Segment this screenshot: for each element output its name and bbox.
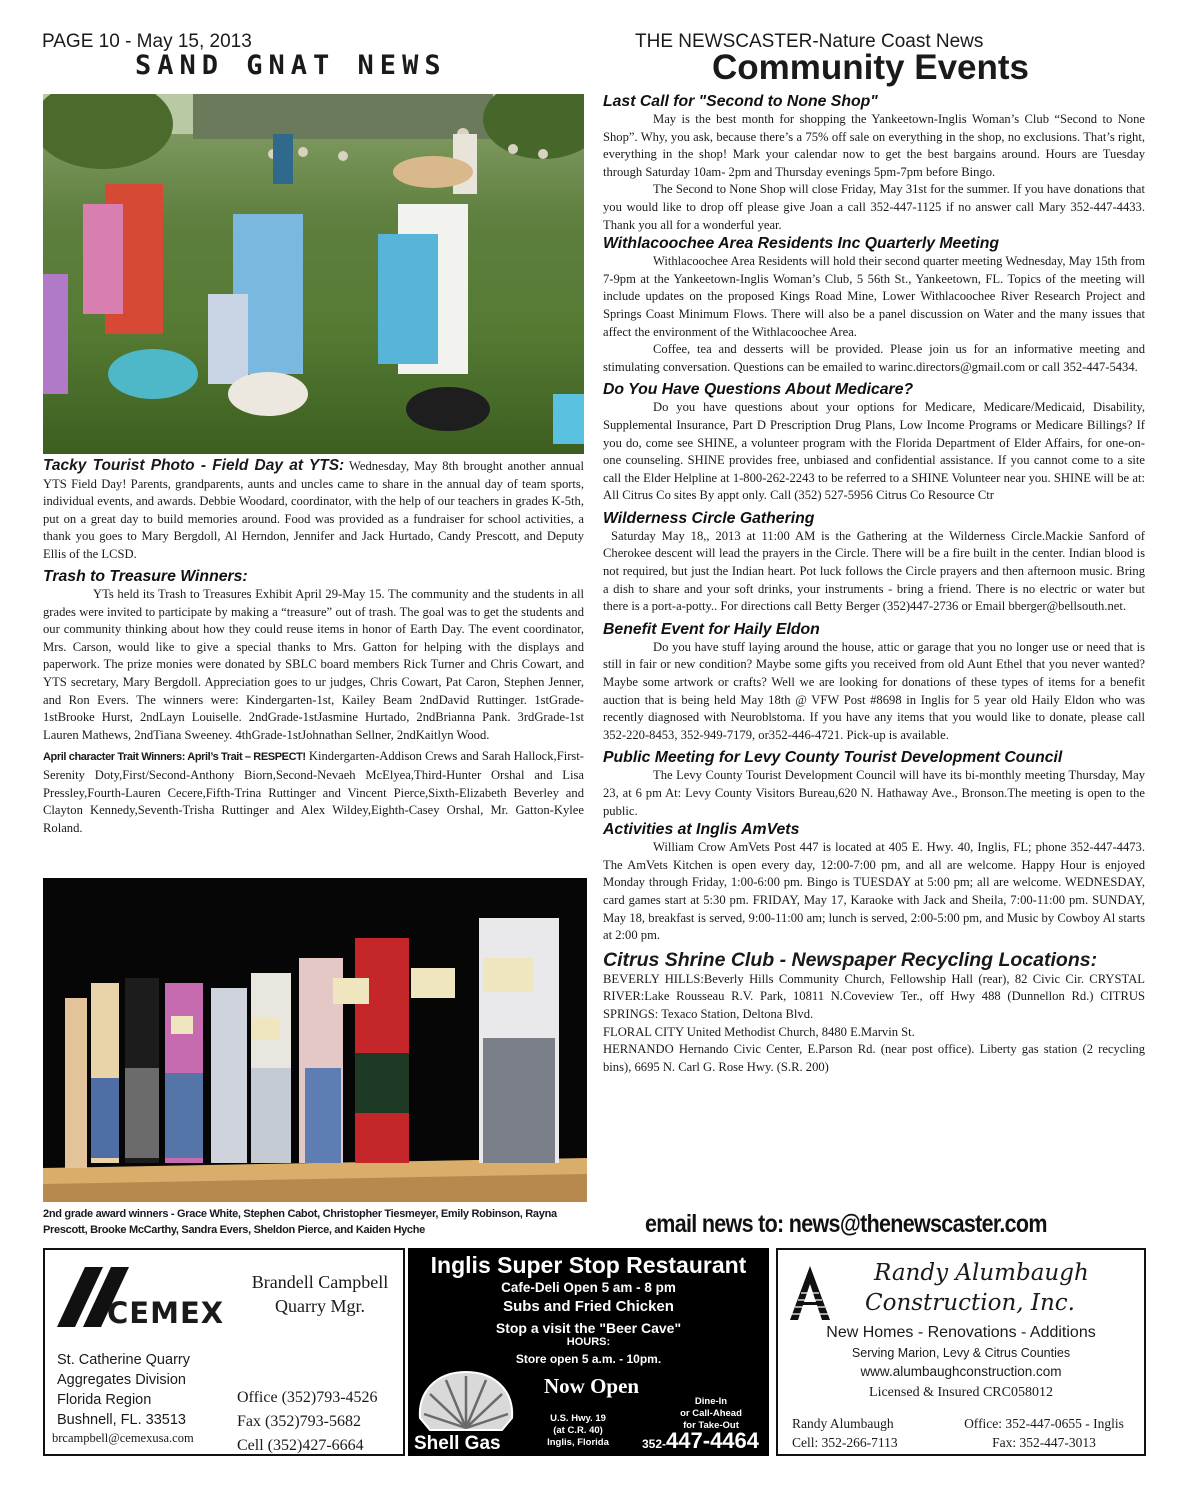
alumbaugh-name: Randy Alumbaugh xyxy=(874,1260,1089,1286)
cemex-ad xyxy=(43,1248,405,1456)
alumbaugh-website: www.alumbaughconstruction.com xyxy=(860,1364,1062,1379)
cemex-cell: Cell (352)427-6664 xyxy=(237,1437,364,1454)
inglis-line3: Stop a visit the "Beer Cave" xyxy=(495,1320,682,1336)
trash-treasure-article xyxy=(43,567,584,837)
inglis-title: Inglis Super Stop Restaurant xyxy=(430,1252,747,1278)
cemex-name: Brandell Campbell xyxy=(251,1272,389,1292)
cemex-addr4: Bushnell, FL. 33513 xyxy=(57,1412,186,1428)
award-winners-caption: 2nd grade award winners - Grace White, Stephen Cabot, Christopher Tiesmeyer, Emily Robinson, Rayna Prescott, Brooke McCarthy, Sandra Evers, Sheldon Pierce, and Kaiden Hyche xyxy=(43,1208,557,1236)
second-to-none-p1: May is the best month for shopping the Yankeetown-Inglis Woman’s Club “Second to None Shop”. Why, you ask, because there’s a 75% off sale on everything in the shop, no exclusions. That’s right, everything in the shop! Mark your calendar now to get the best bargains around. Hours are Tuesday through Saturday 10am- 2pm and Thursday evenings 5pm-7pm before Bingo. xyxy=(603,112,1145,179)
inglis-hours-label: HOURS: xyxy=(566,1336,611,1348)
alumbaugh-tagline: New Homes - Renovations - Additions xyxy=(826,1324,1096,1341)
inglis-addr3: Inglis, Florida xyxy=(547,1437,609,1448)
community-events-column xyxy=(603,92,1145,1076)
withlacoochee-p1: Withlacoochee Area Residents will hold their second quarter meeting Wednesday, May 15th from 7-9pm at the Yankeetown-Inglis Woman’s Club, 5 56th St., Yankeetown, FL. Topics of the meeting will include updates on the proposed Kings Road Mine, Lower Withlacoochee River Research Project and Springs Coast Minimum Flows. There will also be a panel discussion on Water and the many issues that affect the environment of the Withlacoochee Area. xyxy=(603,254,1145,339)
award-winners-photo-art xyxy=(43,878,587,1202)
amvets-headline: Activities at Inglis AmVets xyxy=(603,821,800,839)
cemex-addr1: St. Catherine Quarry xyxy=(57,1352,190,1368)
trash-treasure-headline: Trash to Treasure Winners: xyxy=(43,568,248,585)
inglis-call-ahead: or Call-Ahead xyxy=(680,1408,742,1419)
alumbaugh-cell: Cell: 352-266-7113 xyxy=(792,1435,898,1450)
wilderness-circle-headline: Wilderness Circle Gathering xyxy=(603,509,815,527)
field-day-photo xyxy=(43,94,584,454)
tacky-tourist-article xyxy=(43,457,584,564)
shrine-club-p2: FLORAL CITY United Methodist Church, 8480 E.Marvin St. xyxy=(603,1024,915,1039)
masthead: THE NEWSCASTER-Nature Coast News xyxy=(635,31,984,52)
alumbaugh-logo-icon xyxy=(788,1264,832,1322)
inglis-take-out: for Take-Out xyxy=(683,1420,739,1431)
withlacoochee-p2: Coffee, tea and desserts will be provided. Please join us for an informative meeting and stimulating conversation. Questions can be emailed to warinc.directors@gmail.com or call 352-447-5434. xyxy=(603,342,1145,374)
inglis-line2: Subs and Fried Chicken xyxy=(503,1298,674,1315)
cemex-office-phone: Office (352)793-4526 xyxy=(237,1389,378,1406)
shrine-club-headline: Citrus Shrine Club - Newspaper Recycling Locations: xyxy=(603,948,1098,971)
cemex-email: brcampbell@cemexusa.com xyxy=(52,1431,194,1445)
inglis-super-stop-ad xyxy=(408,1248,769,1456)
shrine-club-p3: HERNANDO Hernando Civic Center, E.Parson Rd. (near post office). Liberty gas station (2 recycling bins), 6695 N. Carl G. Rose Hwy. (S.R. 200) xyxy=(603,1042,1145,1074)
section-title-community-events: Community Events xyxy=(712,48,1029,87)
inglis-addr2: (at C.R. 40) xyxy=(553,1425,603,1436)
levy-tdc-p1: The Levy County Tourist Development Council will have its bi-monthly meeting Thursday, May 23, at 6 pm At: Levy County Visitors Bureau,620 N. Hathaway Ave., Bronson.The meeting is open to the public. xyxy=(603,768,1145,818)
cemex-fax: Fax (352)793-5682 xyxy=(237,1413,361,1430)
amvets-p1: William Crow AmVets Post 447 is located at 405 E. Hwy. 40, Inglis, FL; phone 352-447-4473. The AmVets Kitchen is open every day, 12:00-7:00 pm, and all are welcome. Happy Hour is enjoyed Monday through Friday, 1:00-6:00 pm. Bingo is TUESDAY at 5:00 pm; all are welcome. WEDNESDAY, card games start at 5:30 pm. FRIDAY, May 17, Karaoke with Jack and Sheila, 7:00-11:00 pm. SUNDAY, May 18, breakfast is served, 9:00-11:00 am; lunch is served, 2:00-5:00 pm, and Music by Cowboy Al starts at 2:00 pm. xyxy=(603,840,1145,943)
medicare-p1: Do you have questions about your options for Medicare, Medicare/Medicaid, Disability, Supplemental Insurance, Part D Prescription Drug Plans, Low Income Programs or Medicare Billings? If you do, come see SHINE, a volunteer program with the Florida Department of Elder Affairs, for one-on-one counseling. SHINE provides free, unbiased and confidential assistance. If you cannot come to a site call the Elder Helpline at 1-800-262-2243 to be referred to a SHINE Volunteer near you. SHINE will be at: All Citrus Co sites By appt only. Call (352) 527-5956 Citrus Co Resource Ctr xyxy=(603,400,1145,503)
alumbaugh-license: Licensed & Insured CRC058012 xyxy=(869,1385,1053,1400)
medicare-headline: Do You Have Questions About Medicare? xyxy=(603,381,914,399)
inglis-store-hours: Store open 5 a.m. - 10pm. xyxy=(515,1352,662,1366)
trash-treasure-body: YTs held its Trash to Treasures Exhibit April 29-May 15. The community and the students in all grades were invited to participate by making a “treasure” out of trash. The goal was to get the students and our community thinking about how they could reuse items in honor of Earth Day. The event coordinator, Mrs. Carson, would like to give a special thanks to Mrs. Gatton for helping with the displays and paperwork. The prize monies were donated by SBLC board members Rick Turner and Chris Cowart, and YTS secretary, Mary Bergdoll. Appreciation goes to ur judges, Chris Cowart, Pat Caron, Stephen Jenner, and Ron Evers. The winners were: Kindergarten-1st, Kailey Beam 2ndDavid Ruttinger. 1stGrade- 1stBrooke Hurst, 2ndLayn Louiselle. 2ndGrade-1stJasmine Hurtado, 2ndBrianna Pank. 3rdGrade-1st Lauren Mathews, 2ndTiana Sweeney. 4thGrade-1stJohnathan Sellner, 2ndKaitlyn Wood. xyxy=(43,587,584,742)
second-to-none-headline: Last Call for "Second to None Shop" xyxy=(603,93,878,110)
character-trait-body: Kindergarten-Addison Crews and Sarah Hallock,First-Serenity Doty,First/Second-Anthony Biorn,Second-Nevaeh McElyea,Third-Hunter Orshal and Lisa Pressley,Fourth-Lauren Cecere,Fifth-Trina Ruttinger and Vincent Pierce,Sixth-Elizabeth Beverley and Clayton Kennedy,Seventh-Trisha Ruttinger and Alex Wildey,Eighth-Casey Orshal, Mr. Gatton-Kylee Roland. xyxy=(43,749,584,835)
inglis-dine-in: Dine-In xyxy=(694,1396,728,1407)
inglis-phone-prefix: 352- xyxy=(642,1437,667,1451)
inglis-phone: 447-4464 xyxy=(666,1428,760,1453)
cemex-addr3: Florida Region xyxy=(57,1392,152,1408)
alumbaugh-person: Randy Alumbaugh xyxy=(792,1416,894,1431)
alumbaugh-serving: Serving Marion, Levy & Citrus Counties xyxy=(851,1346,1071,1360)
tacky-tourist-body: Wednesday, May 8th brought another annual YTS Field Day! Parents, grandparents, aunts and uncles came to share in the annual day of team sports, individual events, and awards. Debbie Woodard, coordinator, with the help of our teachers in grades K-5th, put on a great day to build memories around. Food was provided as a fundraiser for school activities, a thank you goes to Mary Bergdoll, Al Herndon, Jennifer and Jack Hurtado, Candy Prescott, and Deputy Ellis of the LCSD. xyxy=(43,459,585,561)
shell-gas-label: Shell Gas xyxy=(414,1433,501,1454)
alumbaugh-fax: Fax: 352-447-3013 xyxy=(992,1435,1096,1450)
second-to-none-p2: The Second to None Shop will close Friday, May 31st for the summer. If you have donations that you would like to drop off please give Joan a call 352-447-1125 if no answer call Mary 352-447-4433. Thank you all for a wonderful year. xyxy=(603,182,1145,232)
cemex-logo-text: CEMEX xyxy=(107,1296,225,1330)
email-news-banner: email news to: news@thenewscaster.com xyxy=(645,1210,1047,1238)
benefit-event-headline: Benefit Event for Haily Eldon xyxy=(603,620,820,638)
shrine-club-p1: BEVERLY HILLS:Beverly Hills Community Church, Fellowship Hall (rear), 82 Civic Cir. CRYSTAL RIVER:Lake Rousseau R.V. Park, 10811 N.Coveview Ter., off Hwy 488 (Dunnellon Rd.) CITRUS SPRINGS: Texaco Station, Deltona Blvd. xyxy=(603,971,1145,1021)
inglis-now-open: Now Open xyxy=(544,1374,640,1398)
wilderness-circle-p1: Saturday May 18,, 2013 at 11:00 AM is the Gathering at the Wilderness Circle.Mackie Sanford of Cherokee descent will lead the prayers in the Circle. There will be a fire built in the center. Indian blood is not required, but just the Indian heart. Pot luck follows the Circle prayers and then afternoon music. Bring a dish to share and your soft drinks, your instruments - bring a friend. There is no electric or water but there is a port-a-potty.. For directions call Betty Berger (352)447-2736 or Email bberger@bellsouth.net. xyxy=(603,528,1145,614)
character-trait-headline: April character Trait Winners: April’s Trait – RESPECT! xyxy=(43,751,306,764)
levy-tdc-headline: Public Meeting for Levy County Tourist Development Council xyxy=(603,749,1063,767)
award-winners-photo xyxy=(43,878,587,1202)
page-number-date: PAGE 10 - May 15, 2013 xyxy=(42,31,252,52)
alumbaugh-company: Construction, Inc. xyxy=(865,1290,1075,1316)
benefit-event-p1: Do you have stuff laying around the house, attic or garage that you no longer use or need that is still in fair or new condition? Maybe some gifts you received from old Aunt Ethel that you never wanted? Maybe some artwork or crafts? Well we are looking for donations of these types of items for a benefit auction that is being held May 18th @ VFW Post #8698 in Inglis for 5 year old Haily Eldon who was recently diagnosed with Neuroblstoma. If you have any items that you would like to donate, please call 352-220-8453, 352-949-7179, or352-446-4721. Pick-up is available. xyxy=(603,639,1145,742)
inglis-addr1: U.S. Hwy. 19 xyxy=(550,1413,606,1424)
withlacoochee-headline: Withlacoochee Area Residents Inc Quarterly Meeting xyxy=(603,235,1000,253)
section-title-sand-gnat: SAND GNAT NEWS xyxy=(135,50,447,81)
tacky-tourist-headline: Tacky Tourist Photo - Field Day at YTS: xyxy=(43,457,345,474)
alumbaugh-construction-ad xyxy=(776,1248,1146,1456)
inglis-line1: Cafe-Deli Open 5 am - 8 pm xyxy=(501,1280,676,1295)
shell-logo-icon xyxy=(416,1370,516,1432)
alumbaugh-office: Office: 352-447-0655 - Inglis xyxy=(964,1416,1124,1431)
cemex-addr2: Aggregates Division xyxy=(57,1372,186,1388)
cemex-title: Quarry Mgr. xyxy=(275,1296,365,1316)
field-day-photo-art xyxy=(43,94,584,454)
